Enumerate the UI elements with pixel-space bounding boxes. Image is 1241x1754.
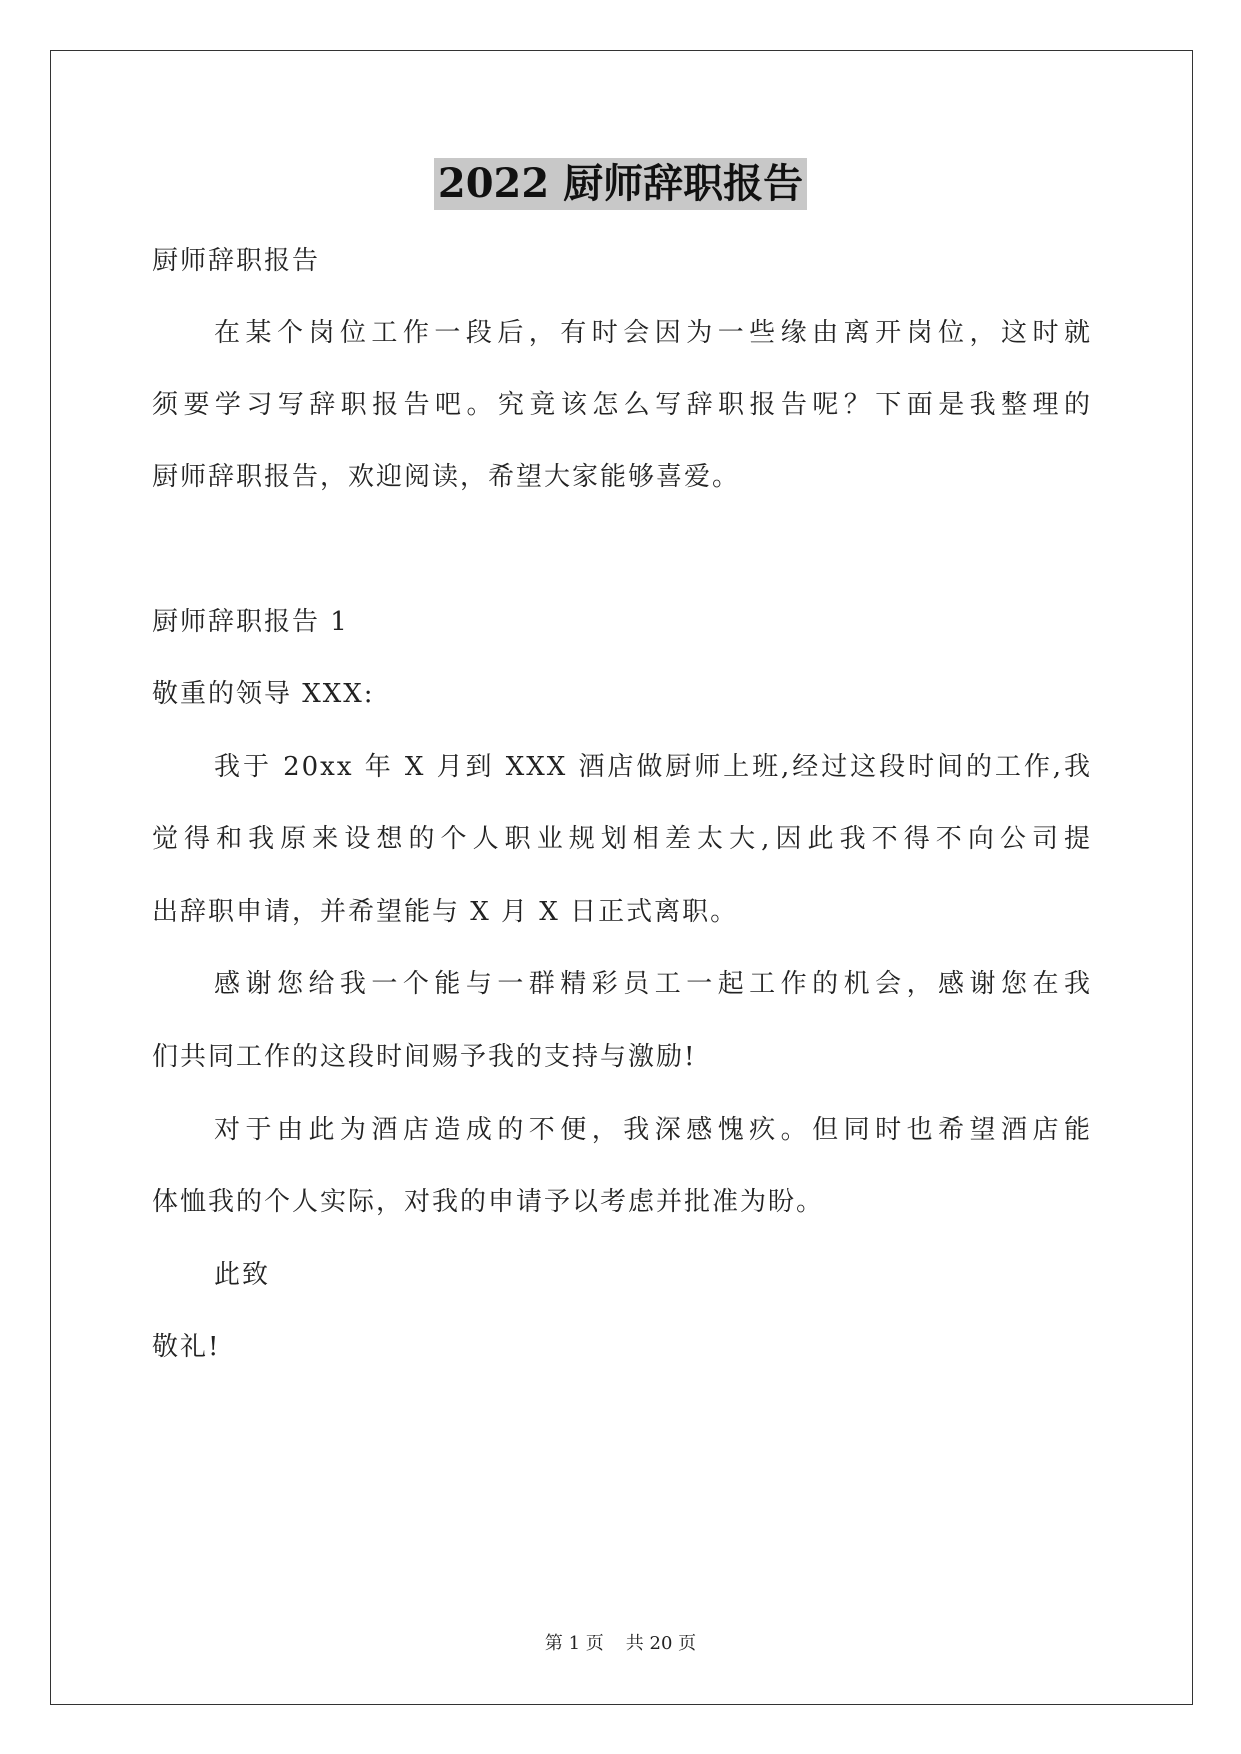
title-container [0,158,1241,210]
section-heading: 厨师辞职报告 [152,246,321,276]
document-title: 2022 厨师辞职报告 [434,158,807,210]
letter-salutation: 敬重的领导 XXX: [152,679,375,709]
intro-paragraph-line: 在某个岗位工作一段后，有时会因为一些缘由离开岗位，这时就 [214,318,1092,348]
intro-paragraph-line: 须要学习写辞职报告吧。究竟该怎么写辞职报告呢？下面是我整理的 [152,390,1092,420]
letter-regards: 敬礼! [152,1332,221,1362]
letter-paragraph-line: 体恤我的个人实际，对我的申请予以考虑并批准为盼。 [152,1187,825,1217]
page-border [50,50,1193,1705]
letter-paragraph-line: 出辞职申请，并希望能与 X 月 X 日正式离职。 [152,897,739,927]
intro-paragraph-line: 厨师辞职报告，欢迎阅读，希望大家能够喜爱。 [152,462,741,492]
letter-closing: 此致 [214,1260,271,1290]
page-total: 共 20 页 [625,1633,697,1654]
page-number: 第 1 页 [544,1633,604,1654]
letter-paragraph-line: 我于 20xx 年 X 月到 XXX 酒店做厨师上班,经过这段时间的工作,我 [214,752,1092,782]
letter-paragraph-line: 觉得和我原来设想的个人职业规划相差太大,因此我不得不向公司提 [152,824,1092,854]
letter-paragraph-line: 对于由此为酒店造成的不便，我深感愧疚。但同时也希望酒店能 [214,1115,1092,1145]
letter-heading: 厨师辞职报告 1 [152,607,349,637]
page-footer [0,1632,1241,1656]
letter-paragraph-line: 们共同工作的这段时间赐予我的支持与激励! [152,1042,697,1072]
letter-paragraph-line: 感谢您给我一个能与一群精彩员工一起工作的机会，感谢您在我 [214,969,1092,999]
